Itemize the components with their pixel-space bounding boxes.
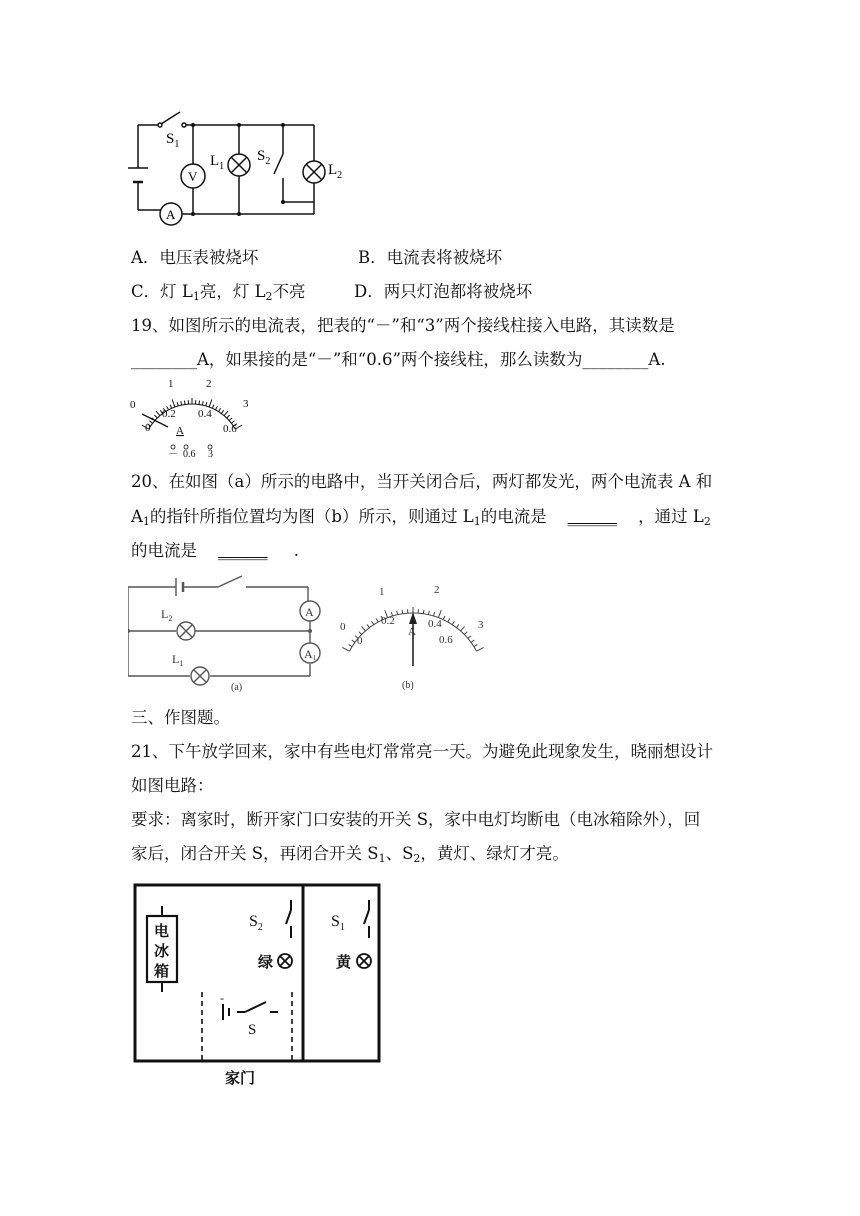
q19-tick-b04: 0.4 — [198, 408, 212, 420]
dial-tick — [461, 626, 465, 631]
label-s1: $S_1$ — [166, 131, 180, 150]
green-lamp-label: 绿 — [258, 955, 274, 971]
q19-line1: 19、如图所示的电流表，把表的“－”和“3”两个接线柱接入电路，其读数是 — [131, 316, 675, 335]
dial-tick — [477, 647, 484, 651]
yellow-lamp-label: 黄 — [336, 955, 352, 971]
q20-tick-1: 1 — [379, 586, 385, 598]
q21-label-s2: $S_2$ — [249, 913, 263, 933]
label-l2: $L_2$ — [328, 162, 343, 181]
green-lamp-icon — [278, 954, 292, 968]
q19-unit: A — [176, 425, 184, 437]
voltmeter-label: V — [188, 169, 198, 184]
dial-tick — [361, 626, 365, 631]
q20-tick-0: 0 — [340, 621, 346, 633]
q18-option-a: A．电压表被烧坏 — [131, 248, 259, 267]
dial-tick — [372, 621, 374, 624]
q18-circuit-diagram — [128, 110, 358, 235]
ammeter-label: A — [166, 207, 176, 222]
dial-tick — [212, 405, 214, 409]
q20-caption-b: (b) — [402, 680, 414, 691]
q21-label-s: S — [248, 1022, 257, 1038]
q20-tick-2: 2 — [434, 584, 440, 596]
q19-tick-1: 1 — [168, 378, 174, 390]
fridge-char-2: 冰 — [154, 944, 170, 960]
dial-tick — [177, 402, 178, 406]
yellow-lamp-icon — [357, 954, 371, 968]
q20-label-l2: $L_2$ — [161, 607, 173, 623]
q21-line2: 如图电路： — [131, 776, 214, 795]
q19-tick-b0: 0 — [145, 422, 151, 434]
q20-tick-b06: 0.6 — [439, 634, 453, 646]
q19-line2: ________A，如果接的是“－”和“0.6”两个接线柱，那么读数为________A. — [131, 350, 666, 369]
dial-tick — [199, 401, 200, 405]
dial-tick — [448, 618, 450, 622]
dial-tick — [172, 399, 175, 407]
q18-option-c: C．灯 $L_1$亮，灯 $L_2$不亮 — [131, 282, 306, 303]
q21-line4: 家后，闭合开关 S，再闭合开关 $S_1$、$S_2$，黄灯、绿灯才亮。 — [131, 844, 569, 865]
q21-line1: 21、下午放学回来，家中有些电灯常常亮一天。为避免此现象发生，晓丽想设计 — [131, 742, 713, 761]
q21-label-s1: $S_1$ — [331, 913, 345, 933]
dial-tick — [209, 399, 212, 407]
dial-tick — [154, 415, 157, 418]
label-l1: $L_1$ — [210, 153, 225, 172]
dial-tick — [464, 632, 467, 635]
q20-tick-3: 3 — [478, 619, 484, 631]
dial-tick — [202, 401, 203, 405]
dial-tick — [367, 624, 369, 627]
q20-tick-b02: 0.2 — [381, 615, 395, 627]
q19-terminal-minus: － — [168, 449, 178, 460]
dial-tick — [428, 611, 429, 615]
q18-option-d: D．两只灯泡都将被烧坏 — [354, 282, 533, 301]
q19-ammeter-dial — [128, 376, 258, 462]
dial-tick — [156, 411, 160, 416]
q20-ammeter-dial-b — [338, 580, 488, 692]
q20-ammeter-a1: A1 — [304, 647, 317, 662]
battery-minus: - — [220, 991, 224, 1005]
q19-tick-b06: 0.6 — [223, 423, 237, 435]
dial-tick — [438, 610, 441, 617]
door-label: 家门 — [225, 1071, 256, 1087]
q19-terminal-3: 3 — [208, 449, 213, 460]
section-3-heading: 三、作图题。 — [131, 708, 230, 727]
fridge-char-1: 电 — [154, 924, 170, 940]
dial-tick — [181, 401, 182, 405]
q20-ammeter-a: A — [305, 605, 314, 619]
dial-tick — [452, 621, 454, 624]
dial-tick — [402, 610, 403, 614]
q21-house-diagram — [128, 878, 388, 1090]
q20-unit: A — [408, 626, 416, 638]
dial-tick — [397, 611, 398, 615]
dial-tick — [468, 636, 471, 639]
q20-line1: 20、在如图（a）所示的电路中，当开关闭合后，两灯都发光，两个电流表 A 和 — [131, 472, 713, 491]
dial-tick — [352, 640, 355, 642]
q19-terminal-06: 0.6 — [183, 449, 196, 460]
q20-caption-a: (a) — [231, 682, 243, 693]
q20-tick-b04: 0.4 — [428, 618, 442, 630]
q19-tick-2: 2 — [206, 378, 212, 390]
dial-tick — [433, 612, 434, 616]
q20-label-l1: $L_1$ — [172, 652, 184, 668]
q21-line3: 要求：离家时，断开家门口安装的开关 S，家中电灯均断电（电冰箱除外），回 — [131, 810, 701, 829]
dial-tick — [227, 415, 230, 418]
dial-tick — [224, 411, 228, 416]
dial-tick — [229, 418, 232, 421]
q20-circuit-a — [128, 570, 328, 694]
q19-tick-3: 3 — [243, 398, 249, 410]
q20-pointer-head — [409, 612, 417, 624]
q18-option-b: B．电流表将被烧坏 — [358, 248, 503, 267]
dial-tick — [474, 645, 477, 647]
fridge-char-3: 箱 — [154, 964, 170, 980]
label-s2: $S_2$ — [257, 148, 271, 167]
dial-tick — [206, 402, 207, 406]
q20-line2: $A_1$的指针所指位置均为图（b）所示，则通过 $L_1$的电流是 ______ ，通过 $L_2$ — [131, 507, 711, 528]
dial-tick — [376, 618, 378, 622]
q19-tick-b02: 0.2 — [162, 408, 176, 420]
dial-tick — [423, 610, 424, 614]
dial-tick — [349, 645, 352, 647]
dial-tick — [342, 647, 349, 651]
dial-tick — [457, 624, 459, 627]
dial-tick — [443, 616, 445, 620]
dial-tick — [218, 408, 220, 411]
dial-tick — [184, 401, 185, 405]
q20-line3: 的电流是 ______ . — [131, 541, 299, 560]
dial-tick — [221, 410, 223, 413]
dial-tick — [471, 640, 474, 642]
q19-tick-0: 0 — [130, 399, 136, 411]
q20-tick-b0: 0 — [357, 635, 363, 647]
dial-tick — [215, 406, 217, 410]
